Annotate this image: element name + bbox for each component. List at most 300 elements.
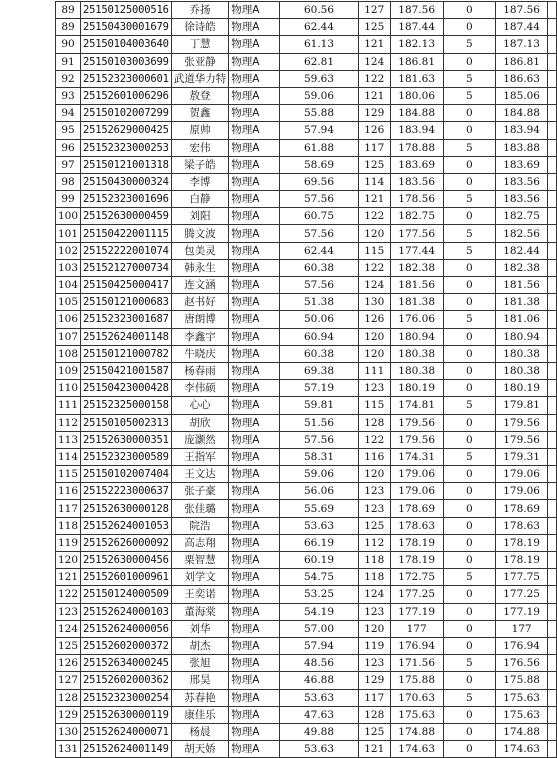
score-a-cell: 55.69 xyxy=(280,500,359,517)
table-row xyxy=(56,277,557,294)
bonus-cell: 0 xyxy=(443,105,495,122)
score-a-cell: 53.63 xyxy=(280,689,359,706)
table-row xyxy=(56,552,557,569)
student-name-cell: 张佳璐 xyxy=(171,500,229,517)
row-index: 104 xyxy=(56,277,81,294)
row-index: 102 xyxy=(56,242,81,259)
bonus-cell: 0 xyxy=(443,534,495,551)
table-row xyxy=(56,208,557,225)
bonus-cell: 0 xyxy=(443,741,495,758)
bonus-cell: 5 xyxy=(443,655,495,672)
score-b-cell: 122 xyxy=(359,431,391,448)
table-row xyxy=(56,723,557,740)
total-cell: 184.88 xyxy=(390,105,443,122)
exam-id-cell: 25152624001053 xyxy=(81,517,172,534)
score-a-cell: 47.63 xyxy=(280,706,359,723)
subject-cell: 物理A xyxy=(229,53,280,70)
subject-cell: 物理A xyxy=(229,36,280,53)
bonus-cell: 0 xyxy=(443,414,495,431)
bonus-cell: 0 xyxy=(443,362,495,379)
score-b-cell: 128 xyxy=(359,706,391,723)
subject-cell: 物理A xyxy=(229,723,280,740)
subject-cell: 物理A xyxy=(229,569,280,586)
exam-id-cell: 25152127000734 xyxy=(81,259,172,276)
subject-cell: 物理A xyxy=(229,552,280,569)
table-row xyxy=(56,672,557,689)
table-row xyxy=(56,53,557,70)
table-row xyxy=(56,397,557,414)
final-score-cell: 179.81 xyxy=(495,397,547,414)
subject-cell: 物理A xyxy=(229,311,280,328)
total-cell: 175.88 xyxy=(390,672,443,689)
blank-cell xyxy=(548,242,557,259)
table-row xyxy=(56,191,557,208)
table-row xyxy=(56,19,557,36)
subject-cell: 物理A xyxy=(229,414,280,431)
total-cell: 180.06 xyxy=(390,87,443,104)
table-row xyxy=(56,259,557,276)
exam-id-cell: 25150430000324 xyxy=(81,173,172,190)
subject-cell: 物理A xyxy=(229,397,280,414)
exam-id-cell: 25152601000961 xyxy=(81,569,172,586)
row-index: 129 xyxy=(56,706,81,723)
exam-id-cell: 25152630000128 xyxy=(81,500,172,517)
bonus-cell: 0 xyxy=(443,466,495,483)
bonus-cell: 0 xyxy=(443,156,495,173)
student-name-cell: 胡天娇 xyxy=(171,741,229,758)
score-b-cell: 130 xyxy=(359,294,391,311)
blank-cell xyxy=(548,448,557,465)
blank-cell xyxy=(548,105,557,122)
total-cell: 174.88 xyxy=(390,723,443,740)
subject-cell: 物理A xyxy=(229,156,280,173)
bonus-cell: 0 xyxy=(443,637,495,654)
row-index: 119 xyxy=(56,534,81,551)
score-a-cell: 54.75 xyxy=(280,569,359,586)
subject-cell: 物理A xyxy=(229,483,280,500)
blank-cell xyxy=(548,36,557,53)
row-index: 99 xyxy=(56,191,81,208)
subject-cell: 物理A xyxy=(229,2,280,19)
final-score-cell: 186.63 xyxy=(495,70,547,87)
score-b-cell: 121 xyxy=(359,87,391,104)
total-cell: 179.06 xyxy=(390,466,443,483)
exam-id-cell: 25152323000253 xyxy=(81,139,172,156)
student-name-cell: 白静 xyxy=(171,191,229,208)
subject-cell: 物理A xyxy=(229,294,280,311)
bonus-cell: 5 xyxy=(443,36,495,53)
row-index: 117 xyxy=(56,500,81,517)
total-cell: 180.38 xyxy=(390,345,443,362)
exam-id-cell: 25152630000119 xyxy=(81,706,172,723)
table-row xyxy=(56,603,557,620)
table-row xyxy=(56,156,557,173)
exam-id-cell: 25152602000372 xyxy=(81,637,172,654)
row-index: 115 xyxy=(56,466,81,483)
table-row xyxy=(56,569,557,586)
score-b-cell: 120 xyxy=(359,328,391,345)
student-name-cell: 庞灏然 xyxy=(171,431,229,448)
score-table xyxy=(55,1,557,758)
student-name-cell: 赵书好 xyxy=(171,294,229,311)
score-a-cell: 57.00 xyxy=(280,620,359,637)
exam-id-cell: 25152630000456 xyxy=(81,552,172,569)
score-b-cell: 129 xyxy=(359,672,391,689)
table-row xyxy=(56,483,557,500)
total-cell: 174.31 xyxy=(390,448,443,465)
row-index: 103 xyxy=(56,259,81,276)
score-b-cell: 125 xyxy=(359,19,391,36)
score-b-cell: 121 xyxy=(359,191,391,208)
row-index: 98 xyxy=(56,173,81,190)
score-b-cell: 127 xyxy=(359,2,391,19)
exam-id-cell: 25152634000245 xyxy=(81,655,172,672)
exam-id-cell: 25152323000601 xyxy=(81,70,172,87)
blank-cell xyxy=(548,70,557,87)
total-cell: 177.44 xyxy=(390,242,443,259)
bonus-cell: 0 xyxy=(443,706,495,723)
subject-cell: 物理A xyxy=(229,328,280,345)
total-cell: 177 xyxy=(390,620,443,637)
subject-cell: 物理A xyxy=(229,380,280,397)
blank-cell xyxy=(548,431,557,448)
blank-cell xyxy=(548,277,557,294)
blank-cell xyxy=(548,294,557,311)
exam-id-cell: 25152323000589 xyxy=(81,448,172,465)
subject-cell: 物理A xyxy=(229,87,280,104)
row-index: 97 xyxy=(56,156,81,173)
bonus-cell: 0 xyxy=(443,517,495,534)
student-name-cell: 宏伟 xyxy=(171,139,229,156)
total-cell: 170.63 xyxy=(390,689,443,706)
student-name-cell: 李鑫宇 xyxy=(171,328,229,345)
subject-cell: 物理A xyxy=(229,586,280,603)
table-row xyxy=(56,70,557,87)
table-row xyxy=(56,380,557,397)
student-name-cell: 王指军 xyxy=(171,448,229,465)
bonus-cell: 0 xyxy=(443,19,495,36)
row-index: 110 xyxy=(56,380,81,397)
exam-id-cell: 25150104003640 xyxy=(81,36,172,53)
final-score-cell: 181.38 xyxy=(495,294,547,311)
bonus-cell: 0 xyxy=(443,345,495,362)
student-name-cell: 梁子皓 xyxy=(171,156,229,173)
subject-cell: 物理A xyxy=(229,517,280,534)
table-row xyxy=(56,242,557,259)
subject-cell: 物理A xyxy=(229,603,280,620)
blank-cell xyxy=(548,156,557,173)
exam-id-cell: 25152624000071 xyxy=(81,723,172,740)
subject-cell: 物理A xyxy=(229,208,280,225)
score-b-cell: 121 xyxy=(359,741,391,758)
table-row xyxy=(56,620,557,637)
blank-cell xyxy=(548,620,557,637)
table-row xyxy=(56,173,557,190)
final-score-cell: 186.81 xyxy=(495,53,547,70)
score-a-cell: 57.94 xyxy=(280,122,359,139)
total-cell: 180.38 xyxy=(390,362,443,379)
row-index: 113 xyxy=(56,431,81,448)
table-row xyxy=(56,500,557,517)
subject-cell: 物理A xyxy=(229,655,280,672)
subject-cell: 物理A xyxy=(229,122,280,139)
row-index: 121 xyxy=(56,569,81,586)
total-cell: 171.56 xyxy=(390,655,443,672)
subject-cell: 物理A xyxy=(229,259,280,276)
table-row xyxy=(56,225,557,242)
score-a-cell: 59.06 xyxy=(280,466,359,483)
score-a-cell: 57.56 xyxy=(280,431,359,448)
bonus-cell: 5 xyxy=(443,569,495,586)
blank-cell xyxy=(548,569,557,586)
blank-cell xyxy=(548,741,557,758)
final-score-cell: 183.94 xyxy=(495,122,547,139)
student-name-cell: 武道华力特 xyxy=(171,70,229,87)
blank-cell xyxy=(548,534,557,551)
row-index: 125 xyxy=(56,637,81,654)
row-index: 106 xyxy=(56,311,81,328)
table-row xyxy=(56,466,557,483)
bonus-cell: 0 xyxy=(443,328,495,345)
score-a-cell: 50.06 xyxy=(280,311,359,328)
total-cell: 177.25 xyxy=(390,586,443,603)
final-score-cell: 187.13 xyxy=(495,36,547,53)
blank-cell xyxy=(548,500,557,517)
student-name-cell: 王奕诺 xyxy=(171,586,229,603)
student-name-cell: 杨春雨 xyxy=(171,362,229,379)
subject-cell: 物理A xyxy=(229,620,280,637)
score-b-cell: 125 xyxy=(359,517,391,534)
student-name-cell: 苏春艳 xyxy=(171,689,229,706)
final-score-cell: 178.63 xyxy=(495,517,547,534)
score-a-cell: 56.06 xyxy=(280,483,359,500)
score-b-cell: 116 xyxy=(359,448,391,465)
exam-id-cell: 25152325000158 xyxy=(81,397,172,414)
bonus-cell: 0 xyxy=(443,380,495,397)
student-name-cell: 胡欣 xyxy=(171,414,229,431)
bonus-cell: 0 xyxy=(443,53,495,70)
blank-cell xyxy=(548,311,557,328)
exam-id-cell: 25150121000782 xyxy=(81,345,172,362)
student-name-cell: 唐朗博 xyxy=(171,311,229,328)
score-a-cell: 58.69 xyxy=(280,156,359,173)
score-b-cell: 119 xyxy=(359,637,391,654)
final-score-cell: 180.94 xyxy=(495,328,547,345)
student-name-cell: 康佳乐 xyxy=(171,706,229,723)
student-name-cell: 刘华 xyxy=(171,620,229,637)
bonus-cell: 0 xyxy=(443,586,495,603)
score-a-cell: 69.56 xyxy=(280,173,359,190)
student-name-cell: 院浩 xyxy=(171,517,229,534)
row-index: 114 xyxy=(56,448,81,465)
table-row xyxy=(56,414,557,431)
final-score-cell: 180.19 xyxy=(495,380,547,397)
exam-id-cell: 25150422001115 xyxy=(81,225,172,242)
score-b-cell: 118 xyxy=(359,569,391,586)
final-score-cell: 183.69 xyxy=(495,156,547,173)
row-index: 93 xyxy=(56,87,81,104)
table-row xyxy=(56,139,557,156)
score-b-cell: 125 xyxy=(359,156,391,173)
total-cell: 179.06 xyxy=(390,483,443,500)
subject-cell: 物理A xyxy=(229,105,280,122)
exam-id-cell: 25150121000683 xyxy=(81,294,172,311)
exam-id-cell: 25152629000425 xyxy=(81,122,172,139)
score-a-cell: 48.56 xyxy=(280,655,359,672)
bonus-cell: 5 xyxy=(443,448,495,465)
table-row xyxy=(56,431,557,448)
row-index: 118 xyxy=(56,517,81,534)
bonus-cell: 0 xyxy=(443,552,495,569)
blank-cell xyxy=(548,603,557,620)
exam-id-cell: 25152323000254 xyxy=(81,689,172,706)
score-a-cell: 57.56 xyxy=(280,225,359,242)
score-a-cell: 55.88 xyxy=(280,105,359,122)
final-score-cell: 177.25 xyxy=(495,586,547,603)
row-index: 107 xyxy=(56,328,81,345)
score-a-cell: 61.13 xyxy=(280,36,359,53)
score-a-cell: 61.88 xyxy=(280,139,359,156)
row-index: 91 xyxy=(56,53,81,70)
bonus-cell: 0 xyxy=(443,208,495,225)
total-cell: 182.13 xyxy=(390,36,443,53)
bonus-cell: 5 xyxy=(443,397,495,414)
exam-id-cell: 25152624001148 xyxy=(81,328,172,345)
final-score-cell: 176.94 xyxy=(495,637,547,654)
score-a-cell: 66.19 xyxy=(280,534,359,551)
total-cell: 180.94 xyxy=(390,328,443,345)
final-score-cell: 178.19 xyxy=(495,534,547,551)
student-name-cell: 杨晨 xyxy=(171,723,229,740)
student-name-cell: 栗智慧 xyxy=(171,552,229,569)
final-score-cell: 184.88 xyxy=(495,105,547,122)
blank-cell xyxy=(548,517,557,534)
total-cell: 183.69 xyxy=(390,156,443,173)
blank-cell xyxy=(548,87,557,104)
table-row xyxy=(56,122,557,139)
bonus-cell: 5 xyxy=(443,70,495,87)
student-name-cell: 董海棠 xyxy=(171,603,229,620)
final-score-cell: 182.44 xyxy=(495,242,547,259)
bonus-cell: 5 xyxy=(443,225,495,242)
total-cell: 181.56 xyxy=(390,277,443,294)
subject-cell: 物理A xyxy=(229,431,280,448)
score-a-cell: 62.81 xyxy=(280,53,359,70)
score-a-cell: 46.88 xyxy=(280,672,359,689)
bonus-cell: 0 xyxy=(443,483,495,500)
subject-cell: 物理A xyxy=(229,19,280,36)
bonus-cell: 0 xyxy=(443,294,495,311)
score-b-cell: 122 xyxy=(359,208,391,225)
score-a-cell: 62.44 xyxy=(280,19,359,36)
bonus-cell: 0 xyxy=(443,173,495,190)
total-cell: 182.75 xyxy=(390,208,443,225)
bonus-cell: 5 xyxy=(443,242,495,259)
final-score-cell: 175.63 xyxy=(495,706,547,723)
final-score-cell: 180.38 xyxy=(495,345,547,362)
row-index: 120 xyxy=(56,552,81,569)
row-index: 128 xyxy=(56,689,81,706)
student-name-cell: 刘学文 xyxy=(171,569,229,586)
score-b-cell: 124 xyxy=(359,53,391,70)
score-b-cell: 120 xyxy=(359,620,391,637)
final-score-cell: 178.19 xyxy=(495,552,547,569)
subject-cell: 物理A xyxy=(229,70,280,87)
student-name-cell: 高志翔 xyxy=(171,534,229,551)
score-a-cell: 60.38 xyxy=(280,345,359,362)
student-name-cell: 连文涵 xyxy=(171,277,229,294)
row-index: 112 xyxy=(56,414,81,431)
total-cell: 172.75 xyxy=(390,569,443,586)
blank-cell xyxy=(548,637,557,654)
score-b-cell: 111 xyxy=(359,362,391,379)
table-row xyxy=(56,2,557,19)
row-index: 92 xyxy=(56,70,81,87)
subject-cell: 物理A xyxy=(229,689,280,706)
score-a-cell: 51.56 xyxy=(280,414,359,431)
bonus-cell: 5 xyxy=(443,139,495,156)
student-name-cell: 包美灵 xyxy=(171,242,229,259)
bonus-cell: 0 xyxy=(443,259,495,276)
exam-id-cell: 25152626000092 xyxy=(81,534,172,551)
total-cell: 183.56 xyxy=(390,173,443,190)
final-score-cell: 182.56 xyxy=(495,225,547,242)
bonus-cell: 0 xyxy=(443,277,495,294)
score-a-cell: 59.06 xyxy=(280,87,359,104)
student-name-cell: 邢昊 xyxy=(171,672,229,689)
total-cell: 177.56 xyxy=(390,225,443,242)
final-score-cell: 177.75 xyxy=(495,569,547,586)
subject-cell: 物理A xyxy=(229,362,280,379)
row-index: 101 xyxy=(56,225,81,242)
student-name-cell: 李博 xyxy=(171,173,229,190)
bonus-cell: 0 xyxy=(443,431,495,448)
blank-cell xyxy=(548,139,557,156)
score-a-cell: 57.56 xyxy=(280,191,359,208)
score-b-cell: 123 xyxy=(359,380,391,397)
score-b-cell: 123 xyxy=(359,603,391,620)
blank-cell xyxy=(548,672,557,689)
blank-cell xyxy=(548,706,557,723)
score-b-cell: 114 xyxy=(359,173,391,190)
row-index: 105 xyxy=(56,294,81,311)
student-name-cell: 敖登 xyxy=(171,87,229,104)
final-score-cell: 182.75 xyxy=(495,208,547,225)
score-b-cell: 122 xyxy=(359,70,391,87)
student-name-cell: 李伟硕 xyxy=(171,380,229,397)
blank-cell xyxy=(548,2,557,19)
blank-cell xyxy=(548,173,557,190)
blank-cell xyxy=(548,208,557,225)
exam-id-cell: 25150425000417 xyxy=(81,277,172,294)
score-b-cell: 125 xyxy=(359,723,391,740)
exam-id-cell: 25150121001318 xyxy=(81,156,172,173)
exam-id-cell: 25152223000637 xyxy=(81,483,172,500)
total-cell: 176.94 xyxy=(390,637,443,654)
score-a-cell: 60.38 xyxy=(280,259,359,276)
score-b-cell: 117 xyxy=(359,689,391,706)
blank-cell xyxy=(548,380,557,397)
exam-id-cell: 25150105002313 xyxy=(81,414,172,431)
score-b-cell: 124 xyxy=(359,277,391,294)
exam-id-cell: 25152602000362 xyxy=(81,672,172,689)
bonus-cell: 0 xyxy=(443,723,495,740)
student-name-cell: 腾文波 xyxy=(171,225,229,242)
total-cell: 178.19 xyxy=(390,534,443,551)
blank-cell xyxy=(548,397,557,414)
exam-id-cell: 25150125000516 xyxy=(81,2,172,19)
row-index: 126 xyxy=(56,655,81,672)
